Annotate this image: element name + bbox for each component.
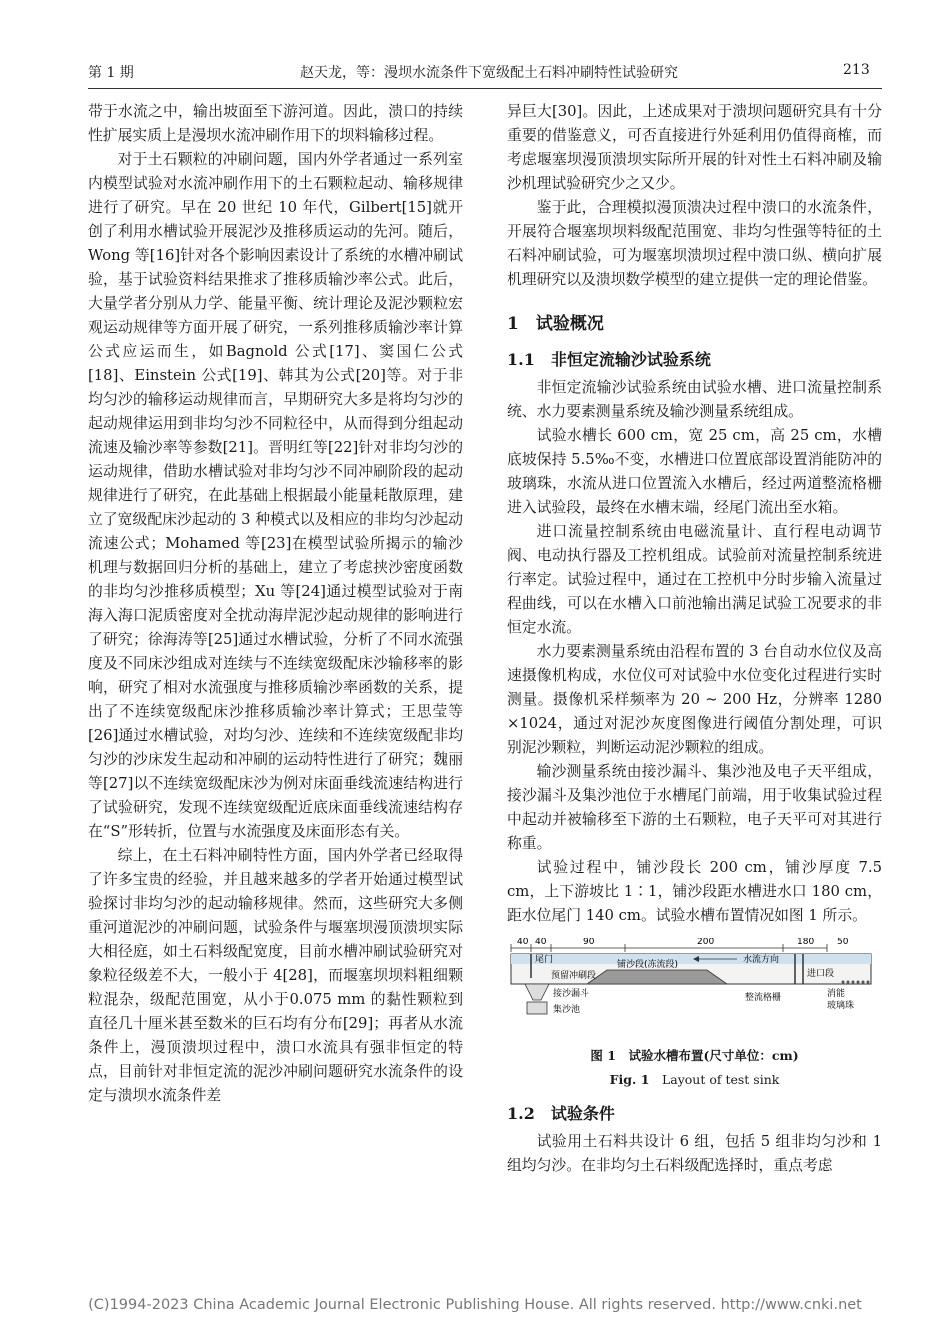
subsection-heading: 1.1 非恒定流输沙试验系统 [507,350,711,369]
subsection-heading: 1.2 试验条件 [507,1104,615,1123]
paragraph: 试验用土石料共设计 6 组，包括 5 组非均匀沙和 1 组均匀沙。在非均匀土石料级配选择时，重点考虑 [507,1133,882,1174]
dim-label: 40 [517,938,529,947]
dim-label: 90 [583,938,595,947]
paragraph: 试验水槽长 600 cm，宽 25 cm，高 25 cm，水槽底坡保持 5.5‰不变，水槽进口位置底部设置消能防冲的玻璃珠，水流从进口位置流入水槽后，经过两道整流格栅进入试验段，最终在水槽末端，经尾门流出至水箱。 [507,427,882,516]
header-rule [88,88,882,89]
paragraph: 水力要素测量系统由沿程布置的 3 台自动水位仪及高速摄像机构成，水位仪可对试验中水位变化过程进行实时测量。摄像机采样频率为 20 ~ 200 Hz，分辨率 1280 ×1024，通过对泥沙灰度图像进行阈值分割处理，可识别泥沙颗粒，判断运动泥沙颗粒的组成。 [507,643,882,756]
right-column [507,100,882,1178]
caption-text: 试验水槽布置(尺寸单位：cm) [628,1048,799,1063]
dim-label: 40 [535,938,547,947]
figure-caption-en [507,1070,882,1090]
copyright-footer: (C)1994-2023 China Academic Journal Electronic Publishing House. All rights reserved. http://www.cnki.net [88,1297,862,1313]
label-basin: 集沙池 [553,1005,581,1015]
left-column [88,100,463,1108]
paragraph: 鉴于此，合理模拟漫顶溃决过程中溃口的水流条件，开展符合堰塞坝坝料级配范围宽、非均匀性强等特征的土石料冲刷试验，可为堰塞坝溃坝过程中溃口纵、横向扩展机理研究以及溃坝数学模型的建立提供一定的理论借鉴。 [507,199,882,288]
issue-number: 第 1 期 [88,65,134,81]
caption-label-en: Fig. 1 [609,1072,650,1087]
running-title: 赵天龙，等：漫坝水流条件下宽级配土石料冲刷特性试验研究 [300,65,678,81]
dim-label: 180 [797,938,815,947]
label-tail-gate: 尾门 [535,955,554,965]
label-sand-section: 铺沙段(冻流段) [617,960,679,970]
caption-text-en: Layout of test sink [661,1072,780,1087]
label-inlet: 进口段 [807,969,835,979]
label-hopper: 接沙漏斗 [553,989,590,999]
hopper [525,984,549,1000]
label-flow: 水流方向 [743,955,780,965]
label-grid: 整流格栅 [745,993,782,1003]
paragraph: 试验过程中，铺沙段长 200 cm，铺沙厚度 7.5 cm，上下游坡比 1∶1，铺沙段距水槽进水口 180 cm，距水位尾门 140 cm。试验水槽布置情况如图 1 所示。 [507,859,882,924]
caption-label: 图 1 [590,1048,616,1063]
figure-1 [507,938,882,1090]
paragraph: 进口流量控制系统由电磁流量计、直行程电动调节阀、电动执行器及工控机组成。试验前对流量控制系统进行率定。试验过程中，通过在工控机中分时步输入流量过程曲线，可以在水槽入口前池输出满足试验工况要求的非恒定水流。 [507,523,882,636]
water-layer [511,954,871,964]
paragraph: 输沙测量系统由接沙漏斗、集沙池及电子天平组成，接沙漏斗及集沙池位于水槽尾门前端，用于收集试验过程中起动并被输移至下游的土石颗粒，电子天平可对其进行称重。 [507,763,882,852]
figure-caption-cn [507,1046,882,1066]
sand-basin [527,1002,547,1014]
paragraph: 异巨大[30]。因此，上述成果对于溃坝问题研究具有十分重要的借鉴意义，可否直接进行外延利用仍值得商榷，而考虑堰塞坝漫顶溃坝实际所开展的针对性土石料冲刷及输沙机理试验研究少之又少。 [507,103,882,192]
section-heading: 1 试验概况 [507,314,604,334]
paragraph: 带于水流之中，输出坡面至下游河道。因此，溃口的持续性扩展实质上是漫坝水流冲刷作用下的坝料输移过程。 [88,103,463,144]
label-energy: 消能 [827,989,846,999]
dim-label: 200 [697,938,715,947]
sand-bed [587,970,727,984]
paragraph: 非恒定流输沙试验系统由试验水槽、进口流量控制系统、水力要素测量系统及输沙测量系统组成。 [507,379,882,420]
label-reserved: 预留冲刷段 [551,971,597,981]
dim-label: 50 [837,938,849,947]
page-number: 213 [843,62,870,78]
paragraph: 综上，在土石料冲刷特性方面，国内外学者已经取得了许多宝贵的经验，并且越来越多的学者开始通过模型试验探讨非均匀沙的起动输移规律。然而，这些研究大多侧重河道泥沙的冲刷问题，试验条件与堰塞坝漫顶溃坝实际大相径庭，如土石料级配宽度，目前水槽冲刷试验研究对象粒径级差不大，一般小于 4[28]，而堰塞坝坝料粗细颗粒混杂，级配范围宽，从小于0.075 mm 的黏性颗粒到直径几十厘米甚至数米的巨石均有分布[29]；再者从水流条件上，漫顶溃坝过程中，溃口水流具有强非恒定的特点，目前针对非恒定流的泥沙冲刷问题研究水流条件的设定与溃坝水流条件差 [88,847,463,1104]
flume-layout-diagram [507,938,882,1034]
paragraph: 对于土石颗粒的冲刷问题，国内外学者通过一系列室内模型试验对水流冲刷作用下的土石颗粒起动、输移规律进行了研究。早在 20 世纪 10 年代，Gilbert[15]就开创了利用水槽试验开展泥沙及推移质运动的先河。随后，Wong 等[16]针对各个影响因素设计了系统的水槽冲刷试验，基于试验资料结果推求了推移质输沙率公式。此后，大量学者分别从力学、能量平衡、统计理论及泥沙颗粒宏观运动规律等方面开展了研究，一系列推移质输沙率计算公式应运而生，如Bagnold 公式[17]、窦国仁公式[18]、Einstein 公式[19]、韩其为公式[20]等。对于非均匀沙的输移运动规律而言，早期研究大多是将均匀沙的起动规律运用到非均匀沙不同粒径中，从而得到分组起动流速及输沙率等参数[21]。晋明红等[22]针对非均匀沙的运动规律，借助水槽试验对非均匀沙不同冲刷阶段的起动规律进行了研究，在此基础上根据最小能量耗散原理，建立了宽级配床沙起动的 3 种模式以及相应的非均匀沙起动流速公式；Mohamed 等[23]在模型试验所揭示的输沙机理与数据回归分析的基础上，建立了考虑挟沙密度函数的非均匀沙推移质模型；Xu 等[24]通过模型试验对于南海入海口泥质密度对全扰动海岸泥沙起动规律的影响进行了研究；徐海涛等[25]通过水槽试验，分析了不同水流强度及不同床沙组成对连续与不连续宽级配床沙输移率的影响，研究了相对水流强度与推移质输沙率函数的关系，提出了不连续宽级配床沙推移质输沙率计算式；王思莹等[26]通过水槽试验，对均匀沙、连续和不连续宽级配非均匀沙的沙床发生起动和冲刷的运动特性进行了研究；魏丽等[27]以不连续宽级配床沙为例对床面垂线流速结构进行了试验研究，发现不连续宽级配近底床面垂线流速结构存在“S”形转折，位置与水流强度及床面形态有关。 [88,151,463,840]
label-beads: 玻璃珠 [827,1001,855,1011]
